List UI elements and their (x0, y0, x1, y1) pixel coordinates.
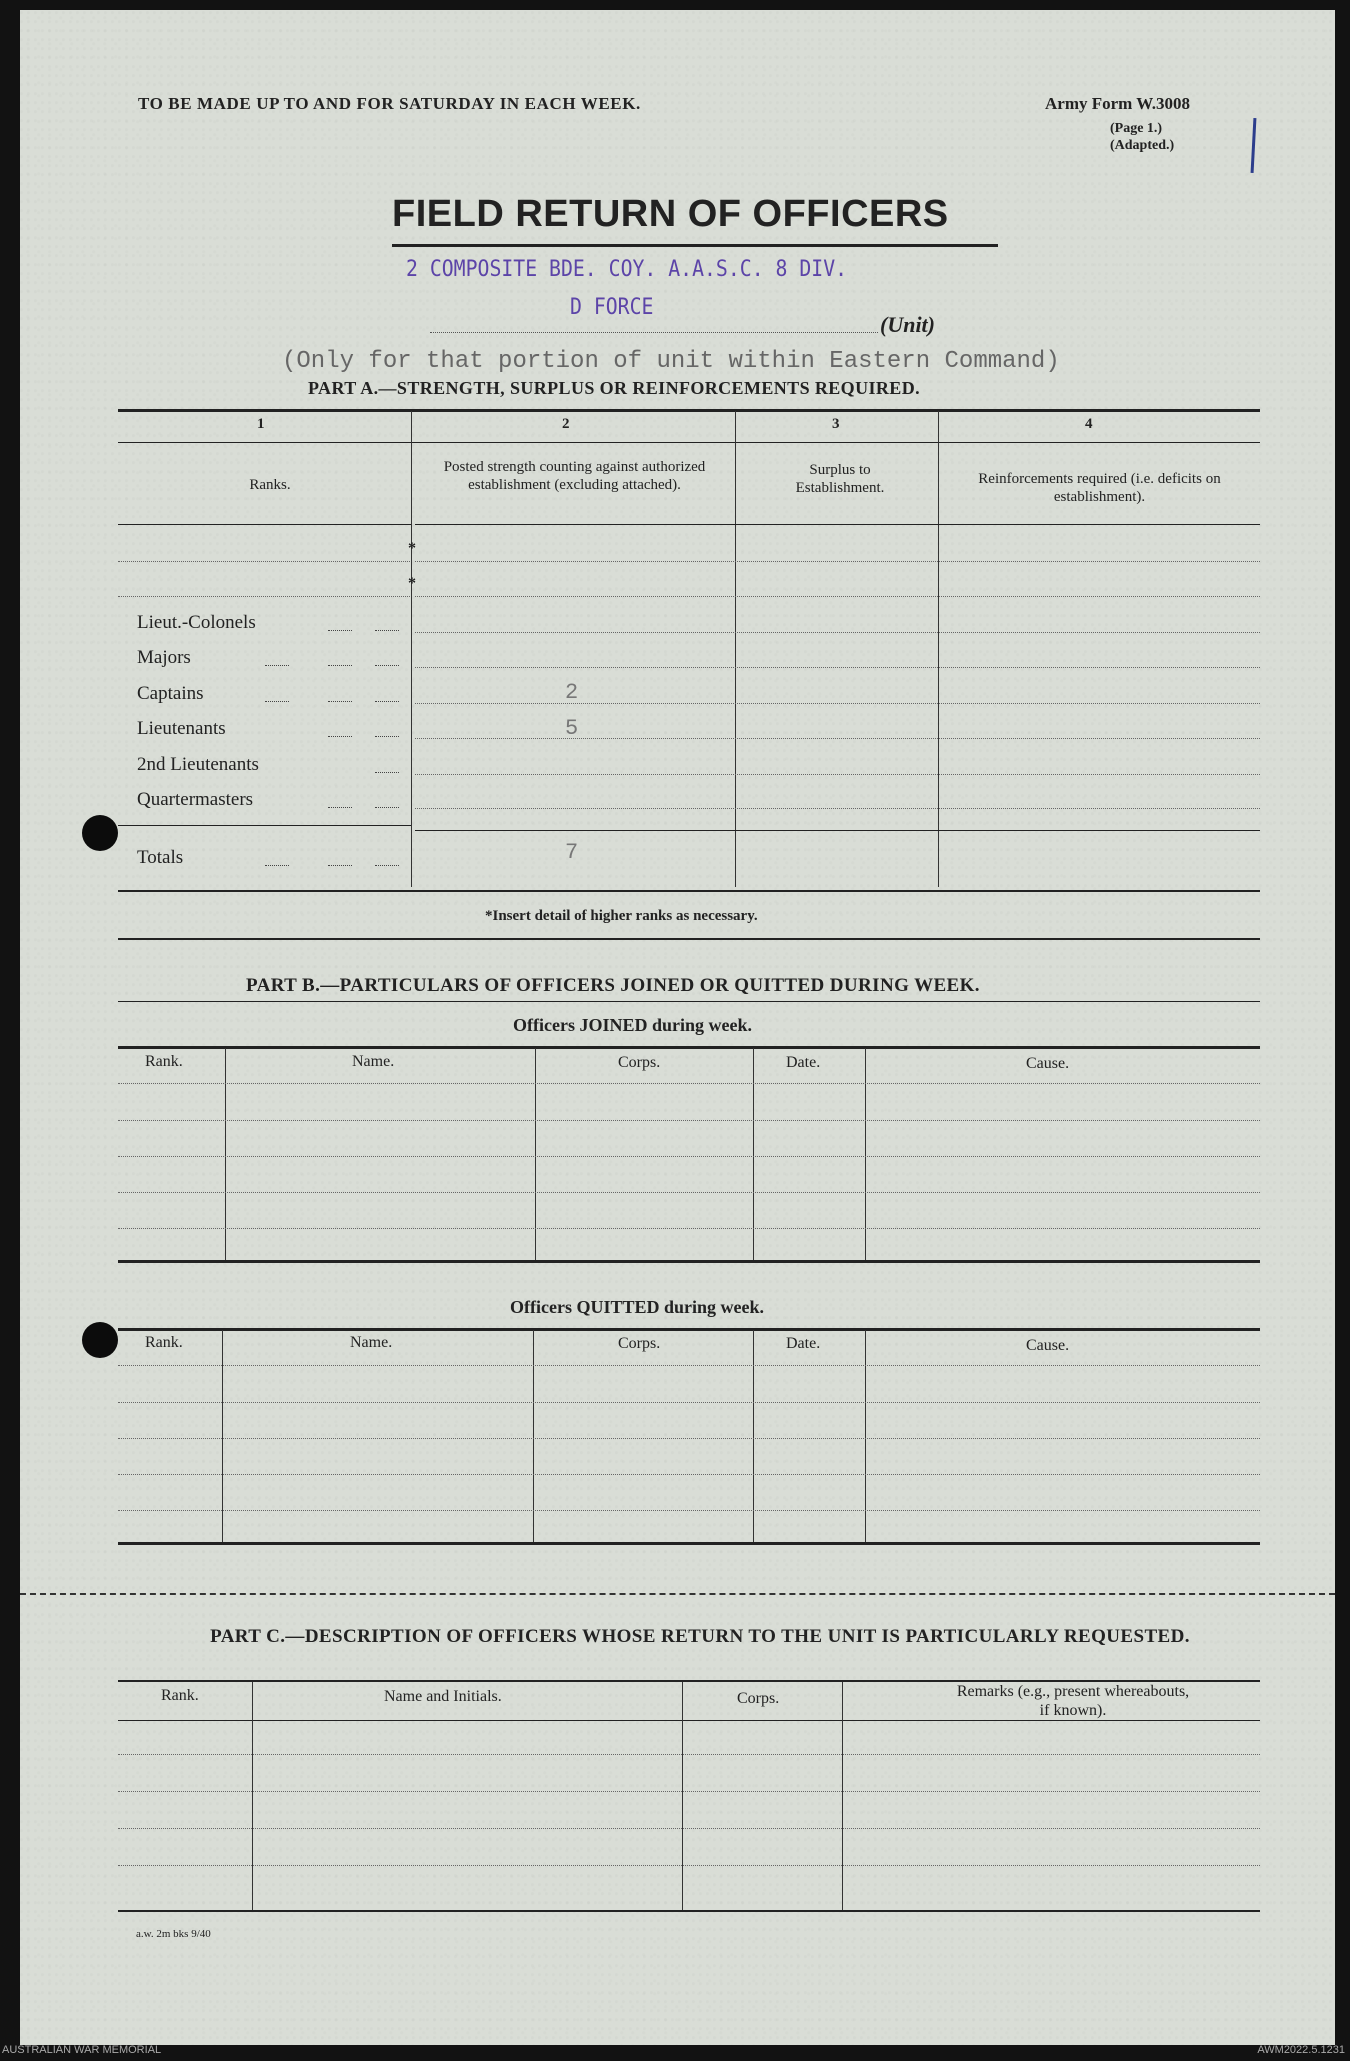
leader-dots (375, 630, 399, 631)
archive-id: AWM2022.5.1231 (1257, 2044, 1345, 2056)
col-number-3: 3 (832, 416, 840, 432)
weekly-instruction: TO BE MADE UP TO AND FOR SATURDAY IN EACH WEEK. (138, 94, 641, 113)
col-number-4: 4 (1085, 416, 1093, 432)
quitted-title: Officers QUITTED during week. (510, 1297, 764, 1317)
leader-dots (375, 665, 399, 666)
row-line (118, 1791, 1260, 1792)
part-a-top-rule (118, 409, 1260, 412)
rank-lieutenants: Lieutenants (137, 718, 226, 739)
totals-rule (118, 825, 411, 826)
part-b-title: PART B.—PARTICULARS OF OFFICERS JOINED OR QUITTED DURING WEEK. (246, 975, 980, 996)
part-c-divider (682, 1682, 683, 1910)
row-line (415, 561, 1260, 562)
quitted-col-rank: Rank. (145, 1334, 183, 1351)
part-a-bottom-rule (118, 890, 1260, 892)
captains-posted-value: 2 (565, 680, 579, 705)
punch-hole (82, 815, 118, 851)
unit-dotted-line (430, 332, 878, 333)
row-line (415, 703, 1260, 704)
joined-top-rule (118, 1046, 1260, 1049)
rank-captains: Captains (137, 683, 204, 704)
row-line (118, 1192, 1260, 1193)
quitted-top-rule (118, 1328, 1260, 1331)
leader-dots (375, 772, 399, 773)
row-line (118, 1228, 1260, 1229)
part-b-rule (118, 1001, 1260, 1002)
row-line (118, 596, 410, 597)
totals-rule (415, 830, 1260, 831)
remarks-line1: Remarks (e.g., present whereabouts, (956, 1683, 1190, 1700)
part-c-bottom-rule (118, 1910, 1260, 1912)
unit-stamp-line2: D FORCE (570, 295, 654, 320)
joined-bottom-rule (118, 1260, 1260, 1263)
row-line (118, 1754, 1260, 1755)
row-line (118, 1828, 1260, 1829)
part-c-title: PART C.—DESCRIPTION OF OFFICERS WHOSE RETURN TO THE UNIT IS PARTICULARLY REQUESTED. (210, 1626, 1190, 1647)
rank-majors: Majors (137, 647, 191, 668)
row-line (118, 1120, 1260, 1121)
joined-col-corps: Corps. (618, 1054, 661, 1071)
title-underline (392, 244, 998, 247)
leader-dots (328, 701, 352, 702)
joined-col-cause: Cause. (1026, 1055, 1070, 1072)
leader-dots (375, 865, 399, 866)
joined-title: Officers JOINED during week. (513, 1015, 752, 1035)
leader-dots (265, 701, 289, 702)
part-c-divider (842, 1682, 843, 1910)
row-line (415, 667, 1260, 668)
part-c-col-corps: Corps. (737, 1690, 780, 1707)
form-page-info (1110, 120, 1174, 154)
joined-col-name: Name. (352, 1053, 395, 1070)
page-title: FIELD RETURN OF OFFICERS (392, 193, 949, 235)
quitted-col-name: Name. (350, 1334, 393, 1351)
totals-label: Totals (137, 847, 184, 868)
leader-dots (328, 630, 352, 631)
leader-dots (375, 701, 399, 702)
row-line (415, 808, 1260, 809)
leader-dots (265, 865, 289, 866)
leader-dots (328, 807, 352, 808)
rank-2nd-lieutenants: 2nd Lieutenants (137, 754, 259, 775)
row-line (118, 1156, 1260, 1157)
ranks-header: Ranks. (249, 477, 291, 493)
lieutenants-posted-value: 5 (565, 716, 579, 741)
row-line (118, 561, 410, 562)
row-line (415, 774, 1260, 775)
part-c-col-name: Name and Initials. (384, 1688, 502, 1705)
quitted-col-cause: Cause. (1026, 1337, 1070, 1354)
values-header-rule (415, 524, 1260, 525)
row-line (415, 596, 1260, 597)
quitted-col-date: Date. (786, 1335, 821, 1352)
totals-posted-value: 7 (565, 840, 579, 865)
leader-dots (265, 665, 289, 666)
surplus-header: Surplus to Establishment. (795, 462, 885, 496)
leader-dots (328, 865, 352, 866)
ranks-header-rule (118, 524, 411, 525)
part-b-top-rule (118, 938, 1260, 940)
posted-strength-header: Posted strength counting against authorized establishment (excluding attached). (443, 459, 706, 493)
row-line (118, 1365, 1260, 1366)
row-line (118, 1083, 1260, 1084)
remarks-line2: if known). (1039, 1702, 1107, 1719)
punch-hole (82, 1322, 118, 1358)
part-a-divider-1 (411, 411, 412, 887)
form-page (20, 10, 1335, 2045)
cut-line (20, 1593, 1335, 1595)
joined-col-date: Date. (786, 1054, 821, 1071)
rank-quartermasters: Quartermasters (137, 789, 254, 810)
typed-note: (Only for that portion of unit within Eastern Command) (282, 348, 1060, 375)
leader-dots (375, 736, 399, 737)
col-number-rule (118, 442, 1260, 443)
adapted-label: (Adapted.) (1110, 138, 1175, 153)
leader-dots (328, 665, 352, 666)
col-number-1: 1 (257, 416, 265, 432)
reinforcements-header: Reinforcements required (i.e. deficits on establishment). (978, 471, 1221, 505)
unit-stamp-line1: 2 COMPOSITE BDE. COY. A.A.S.C. 8 DIV. (406, 257, 848, 282)
part-c-divider (252, 1682, 253, 1910)
printer-mark: a.w. 2m bks 9/40 (136, 1928, 211, 1940)
pen-mark (1251, 118, 1257, 173)
part-a-title: PART A.—STRENGTH, SURPLUS OR REINFORCEMENTS REQUIRED. (308, 378, 920, 398)
leader-dots (328, 736, 352, 737)
row-line (415, 632, 1260, 633)
row-line (118, 1402, 1260, 1403)
part-c-col-rank: Rank. (161, 1687, 199, 1704)
joined-col-rank: Rank. (145, 1053, 183, 1070)
row-line (415, 738, 1260, 739)
row-line (118, 1865, 1260, 1866)
rank-lieut-colonels: Lieut.-Colonels (137, 612, 256, 633)
part-c-header-rule (118, 1720, 1260, 1721)
archive-label: AUSTRALIAN WAR MEMORIAL (2, 2044, 162, 2056)
page-label: (Page 1.) (1110, 121, 1163, 136)
quitted-col-corps: Corps. (618, 1335, 661, 1352)
form-number: Army Form W.3008 (1045, 94, 1190, 113)
star-mark-2: * (408, 575, 416, 592)
part-a-divider-3 (938, 411, 939, 887)
quitted-bottom-rule (118, 1542, 1260, 1545)
leader-dots (375, 807, 399, 808)
higher-ranks-note: *Insert detail of higher ranks as necessary. (485, 908, 758, 924)
col-number-2: 2 (562, 416, 570, 432)
part-a-divider-2 (735, 411, 736, 887)
row-line (118, 1474, 1260, 1475)
unit-label: (Unit) (880, 312, 935, 337)
part-c-col-remarks (888, 1682, 1258, 1720)
star-mark-1: * (408, 540, 416, 557)
row-line (118, 1438, 1260, 1439)
row-line (118, 1510, 1260, 1511)
